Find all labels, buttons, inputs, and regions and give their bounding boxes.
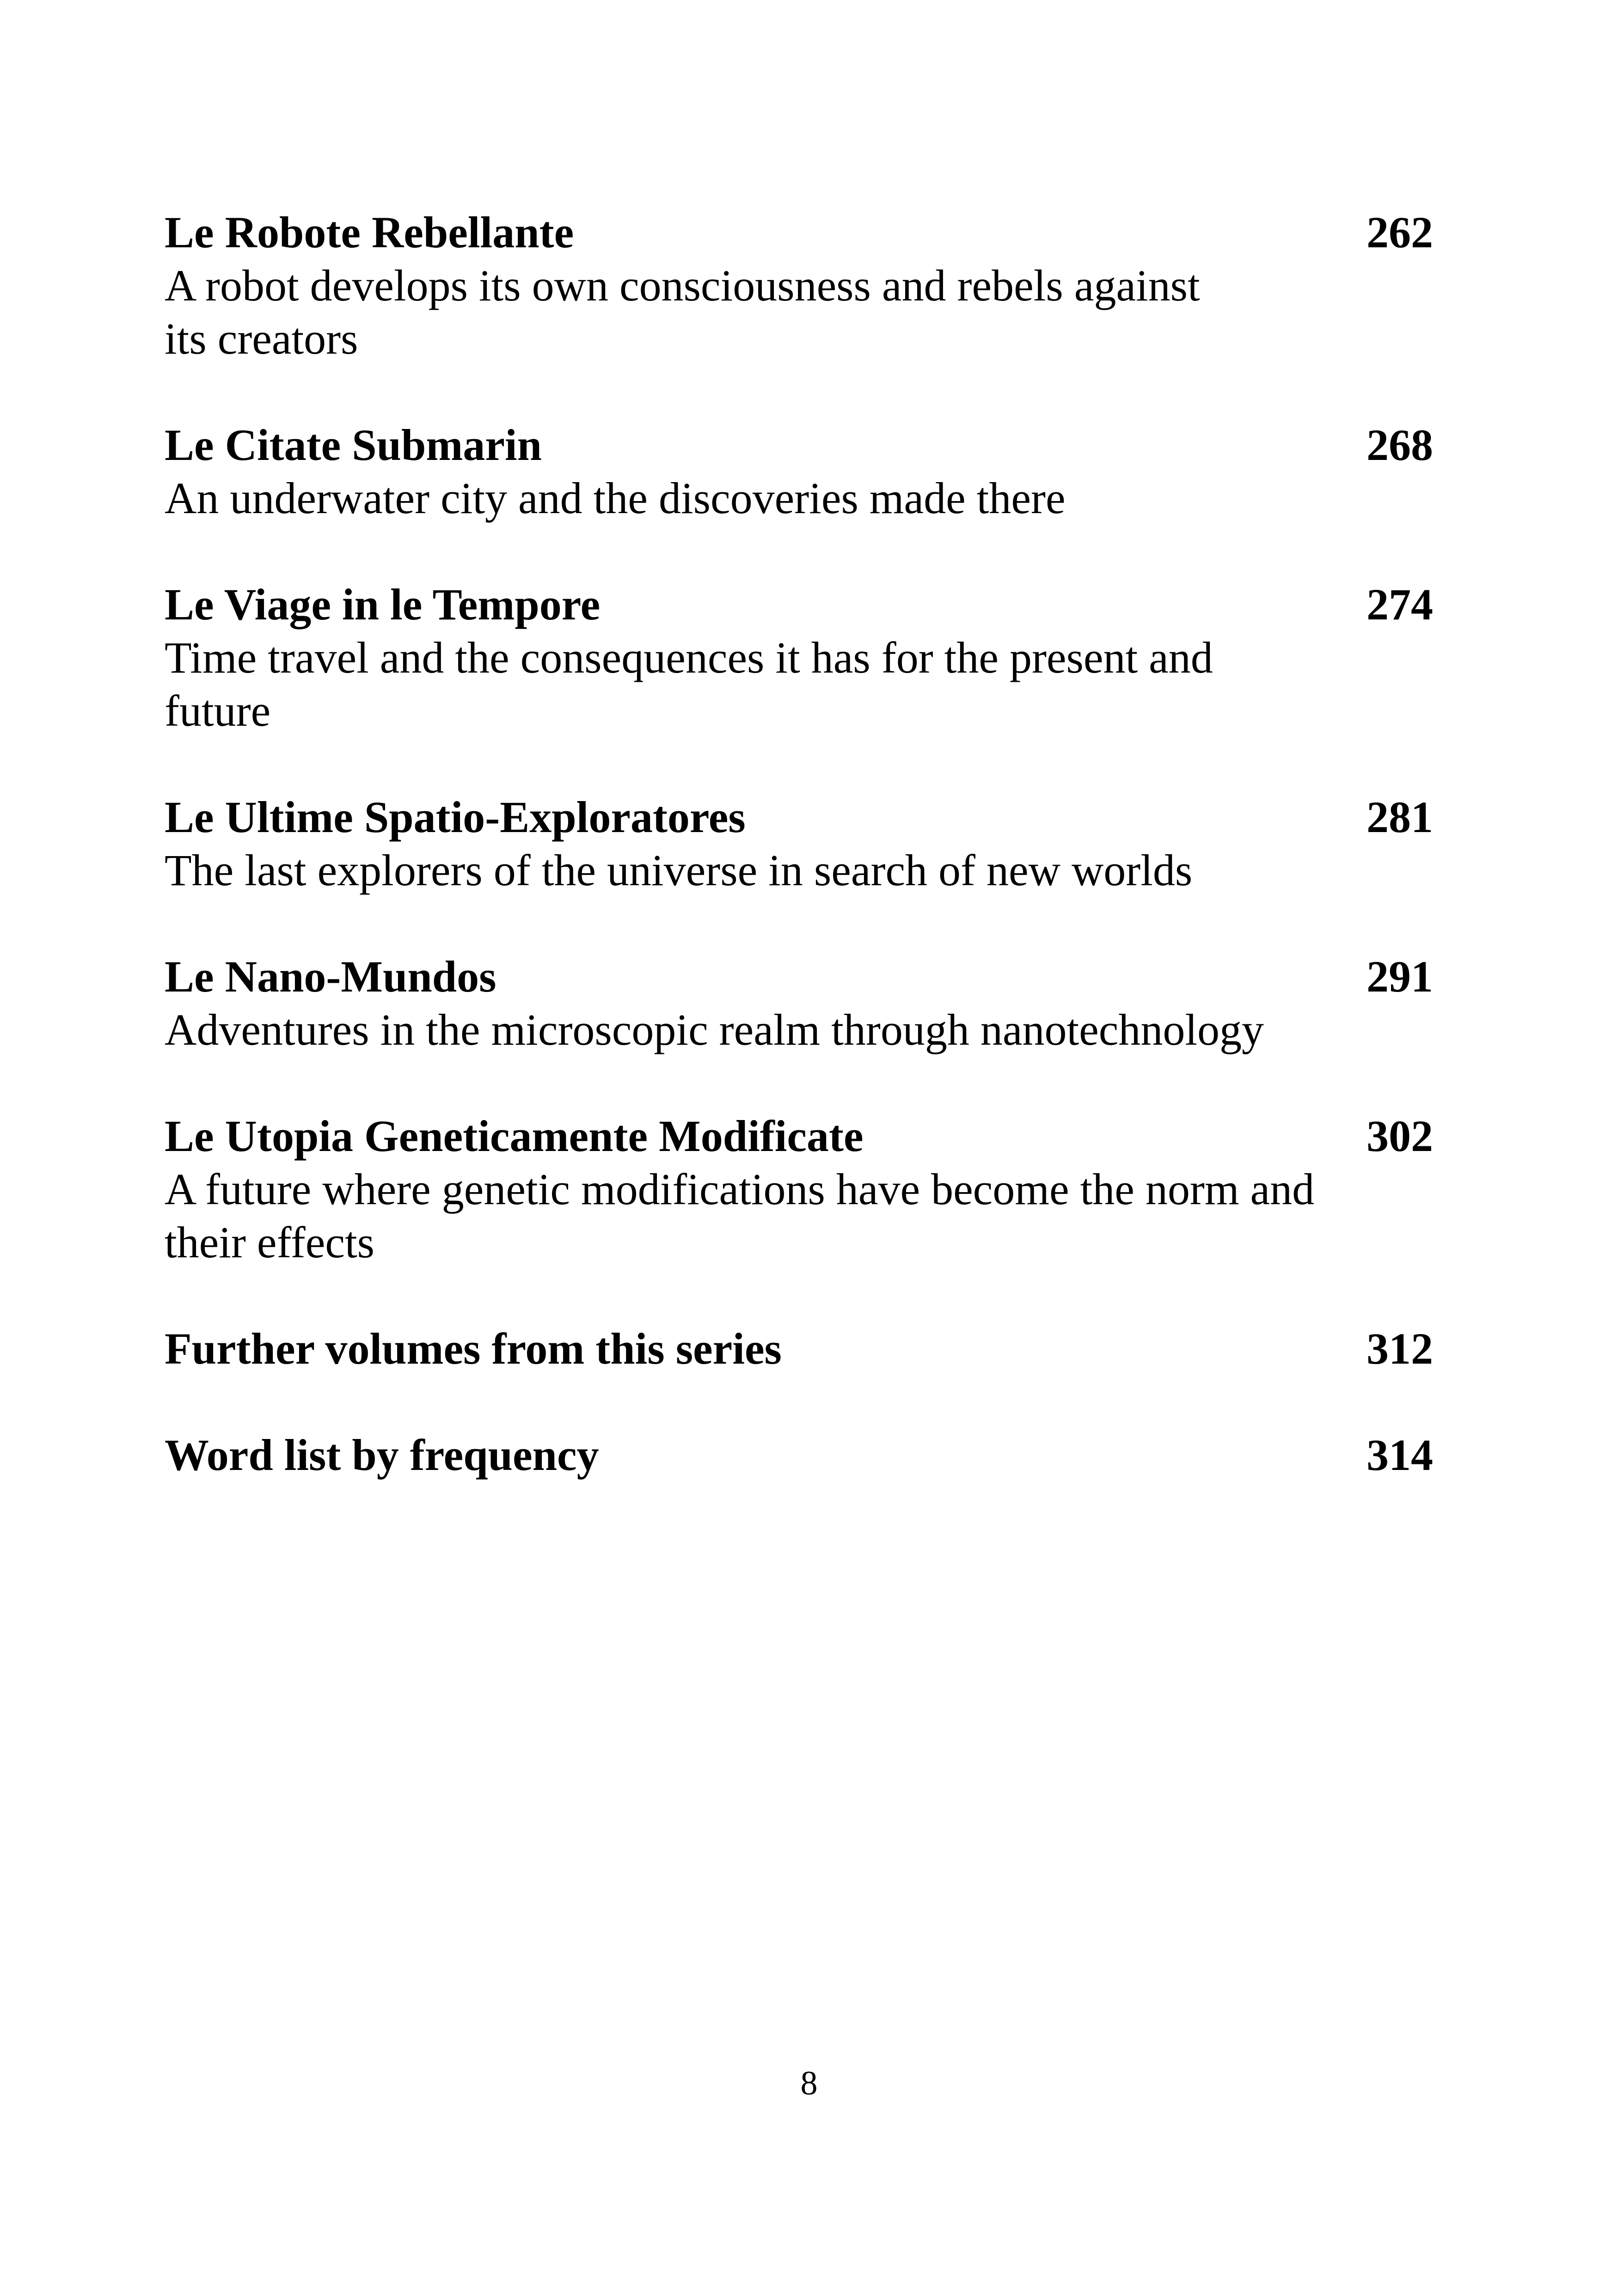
toc-entry-page-number: 262	[1367, 208, 1433, 257]
toc-entry	[165, 790, 1433, 897]
toc-entry-header	[165, 418, 1433, 471]
toc-entry-description-line: The last explorers of the universe in search of new worlds	[165, 845, 1193, 895]
toc-entry-header	[165, 1428, 1433, 1482]
toc-entry-description-line: its creators	[165, 314, 358, 363]
toc-entry-description-line: future	[165, 686, 271, 735]
page-number: 8	[800, 2064, 818, 2102]
toc-entry-description-line: A robot develops its own consciousness and rebels against	[165, 261, 1200, 310]
toc-entry	[165, 1428, 1433, 1482]
toc-entry-title: Le Citate Submarin	[165, 420, 542, 470]
toc-entry	[165, 578, 1433, 737]
toc-entry-title: Le Robote Rebellante	[165, 208, 574, 257]
toc-entry-page-number: 268	[1367, 420, 1433, 470]
toc-entry-description-line: their effects	[165, 1218, 374, 1267]
table-of-contents	[165, 206, 1433, 1482]
toc-entry-page-number: 281	[1367, 792, 1433, 842]
toc-entry-description-line: Time travel and the consequences it has for the present and	[165, 633, 1213, 682]
toc-entry-header	[165, 578, 1433, 631]
toc-entry-page-number: 314	[1367, 1430, 1433, 1480]
toc-entry-title: Le Viage in le Tempore	[165, 580, 601, 629]
toc-entry-header	[165, 790, 1433, 844]
toc-entry-page-number: 291	[1367, 952, 1433, 1001]
toc-entry-page-number: 312	[1367, 1324, 1433, 1373]
toc-entry-title: Word list by frequency	[165, 1430, 599, 1480]
toc-entry-description-line: An underwater city and the discoveries made there	[165, 473, 1066, 523]
toc-entry-header	[165, 950, 1433, 1003]
toc-entry	[165, 418, 1433, 525]
toc-entry	[165, 950, 1433, 1056]
toc-entry-description-line: A future where genetic modifications have become the norm and	[165, 1164, 1315, 1214]
toc-entry	[165, 1109, 1433, 1269]
toc-entry-header	[165, 1109, 1433, 1163]
toc-entry	[165, 1322, 1433, 1375]
toc-entry-title: Le Utopia Geneticamente Modificate	[165, 1111, 864, 1161]
toc-entry-title: Le Ultime Spatio-Exploratores	[165, 792, 746, 842]
toc-entry-title: Le Nano-Mundos	[165, 952, 496, 1001]
toc-entry-title: Further volumes from this series	[165, 1324, 782, 1373]
toc-entry-header	[165, 206, 1433, 259]
toc-entry-description-line: Adventures in the microscopic realm through nanotechnology	[165, 1005, 1264, 1054]
toc-entry-page-number: 274	[1367, 580, 1433, 629]
toc-entry	[165, 206, 1433, 365]
toc-entry-header	[165, 1322, 1433, 1375]
toc-entry-page-number: 302	[1367, 1111, 1433, 1161]
